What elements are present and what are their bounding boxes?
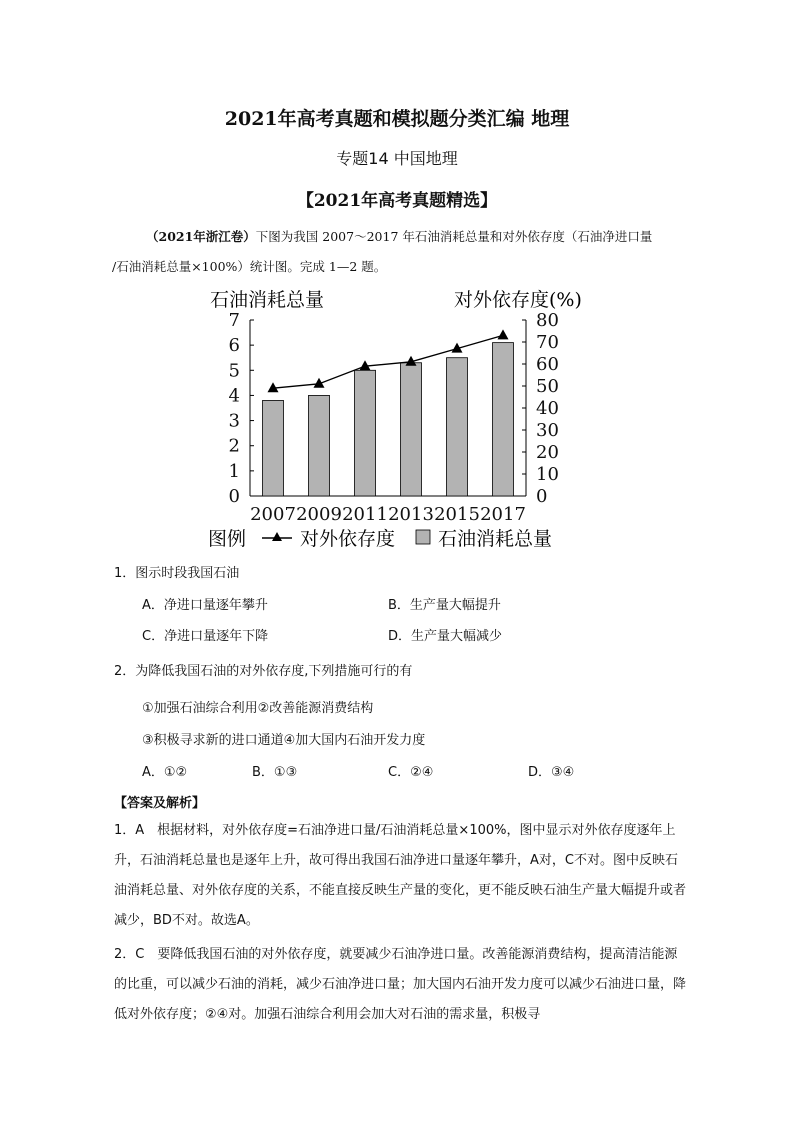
- q2-item-line-2: ③积极寻求新的进口通道④加大国内石油开发力度: [142, 733, 426, 748]
- left-axis-label: 石油消耗总量: [210, 289, 325, 311]
- bar-2013: [401, 363, 422, 496]
- right-axis-label: 对外依存度(%): [454, 289, 582, 311]
- q2-option-d: D．③④: [528, 765, 575, 780]
- bar-2009: [309, 395, 330, 496]
- q1-option-a: A．净进口量逐年攀升: [142, 598, 268, 613]
- legend-bar-label: 石油消耗总量: [438, 528, 553, 550]
- legend-line-label: 对外依存度: [300, 528, 396, 550]
- left-tick-label: 2: [228, 435, 240, 457]
- right-tick-label: 30: [536, 420, 559, 441]
- answers-heading: 【答案及解析】: [114, 796, 206, 811]
- x-tick-label: 2013: [388, 504, 434, 525]
- left-tick-label: 3: [228, 410, 240, 432]
- left-tick-label: 4: [228, 385, 240, 407]
- question-1-stem: 1．图示时段我国石油: [114, 566, 240, 581]
- right-tick-label: 0: [536, 486, 548, 507]
- chart-legend: [208, 528, 552, 550]
- x-tick-label: 2017: [480, 504, 526, 525]
- bar-2017: [493, 343, 514, 496]
- dependency-line: [273, 335, 503, 388]
- intro-line-1: 下图为我国 2007～2017 年石油消耗总量和对外依存度（石油净进口量: [255, 229, 653, 244]
- intro-source: （2021年浙江卷）: [146, 229, 256, 244]
- answer-1: 1．A 根据材料，对外依存度=石油净进口量/石油消耗总量×100%，图中显示对外依存度逐年上升，石油消耗总量也是逐年上升，故可得出我国石油净进口量逐年攀升，A对，C不对。图中反映石油消耗总量、对外依存度的关系，不能直接反映生产量的变化，更不能反映石油生产量大幅提升或者减少，BD不对。故选A。: [114, 823, 687, 928]
- intro-line-2: /石油消耗总量×100%）统计图。完成 1—2 题。: [112, 259, 387, 274]
- question-2-stem: 2．为降低我国石油的对外依存度,下列措施可行的有: [114, 664, 413, 679]
- q1-option-b: B．生产量大幅提升: [388, 598, 501, 613]
- section-heading: 【2021年高考真题精选】: [296, 191, 498, 211]
- q1-option-d: D．生产量大幅减少: [388, 629, 503, 644]
- x-tick-label: 2007: [250, 504, 296, 525]
- legend-bar-swatch: [416, 530, 430, 544]
- left-tick-label: 0: [228, 486, 240, 507]
- left-tick-label: 6: [228, 335, 240, 357]
- right-tick-label: 70: [536, 332, 559, 353]
- legend-triangle-marker: [272, 532, 282, 541]
- right-tick-label: 10: [536, 464, 559, 485]
- chart-plot-area: [229, 310, 559, 525]
- bar-2011: [355, 370, 376, 496]
- bar-2007: [263, 400, 284, 496]
- right-tick-label: 40: [536, 398, 559, 419]
- right-tick-label: 50: [536, 376, 559, 397]
- q2-item-line-1: ①加强石油综合利用②改善能源消费结构: [142, 701, 374, 716]
- q2-option-a: A．①②: [142, 765, 188, 780]
- intro-paragraph: [112, 222, 692, 282]
- left-tick-label: 1: [228, 460, 240, 482]
- bar-2015: [447, 358, 468, 496]
- legend-title: 图例: [208, 528, 247, 550]
- q2-option-c: C．②④: [388, 765, 434, 780]
- q2-option-b: B．①③: [252, 765, 298, 780]
- x-tick-label: 2009: [296, 504, 342, 525]
- document-title: 2021年高考真题和模拟题分类汇编 地理: [224, 108, 570, 130]
- right-tick-label: 80: [536, 310, 559, 331]
- right-tick-label: 60: [536, 354, 559, 375]
- left-tick-label: 7: [228, 310, 240, 331]
- dependency-marker-2017: [498, 329, 509, 339]
- x-tick-label: 2015: [434, 504, 480, 525]
- right-tick-label: 20: [536, 442, 559, 463]
- oil-chart: [196, 282, 596, 554]
- answer-2: 2．C 要降低我国石油的对外依存度，就要减少石油净进口量。改善能源消费结构，提高清洁能源的比重，可以减少石油的消耗，减少石油净进口量；加大国内石油开发力度可以减少石油进口量，降低对外依存度；②④对。加强石油综合利用会加大对石油的需求量，积极寻: [114, 947, 687, 1022]
- topic-subtitle: 专题14 中国地理: [336, 149, 458, 168]
- left-tick-label: 5: [228, 360, 240, 382]
- x-tick-label: 2011: [342, 504, 388, 525]
- q1-option-c: C．净进口量逐年下降: [142, 629, 269, 644]
